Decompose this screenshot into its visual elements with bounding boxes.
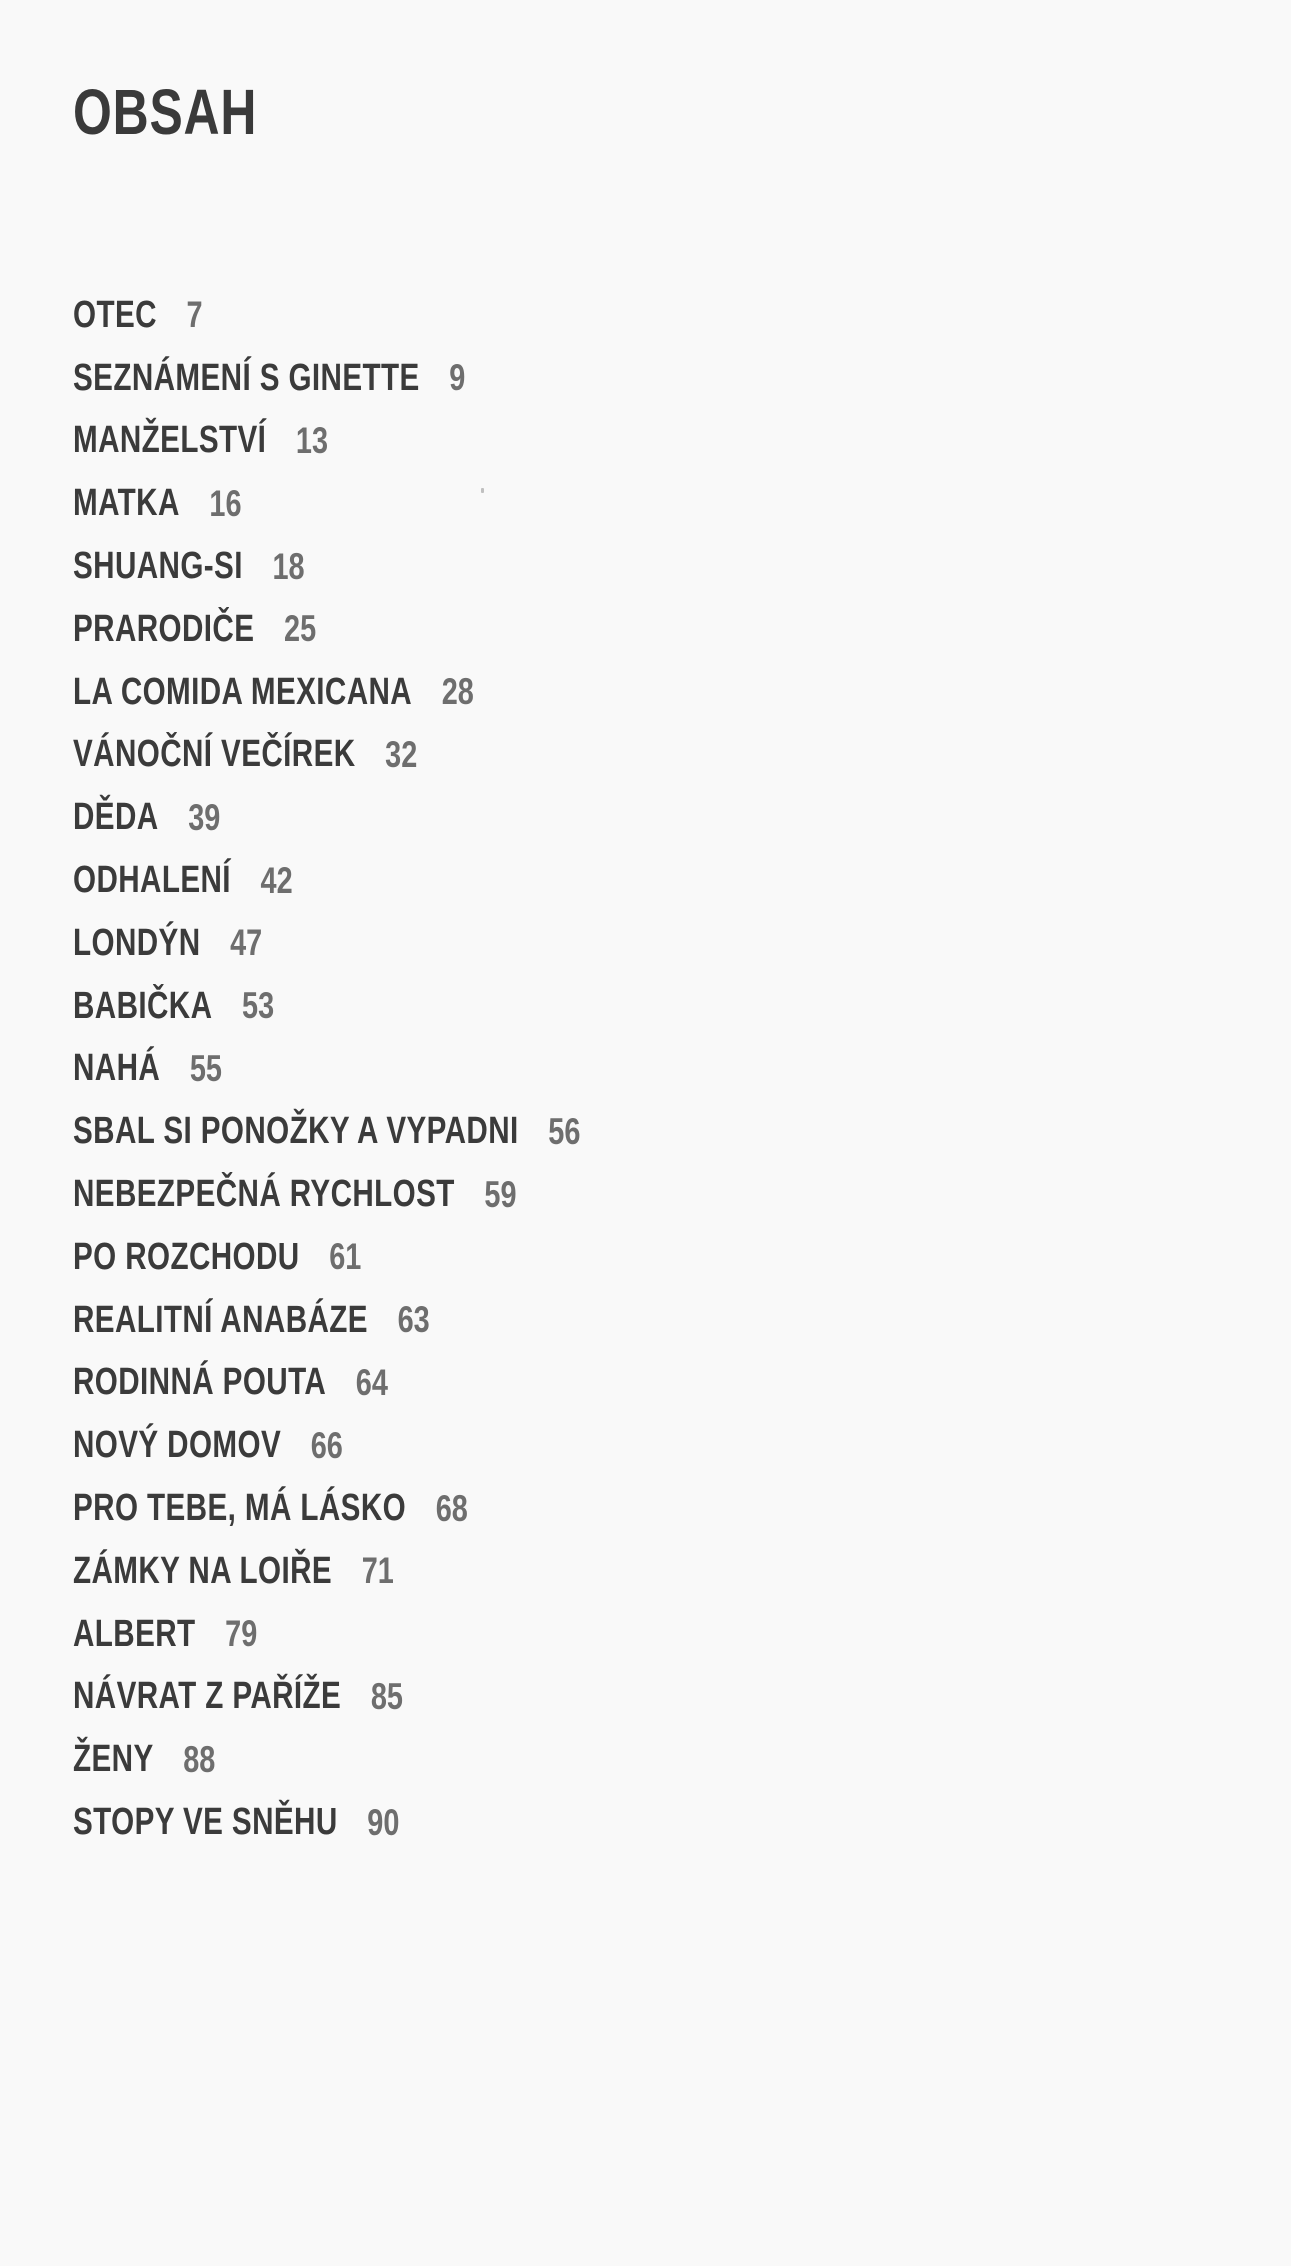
- toc-entry-page-number: 64: [355, 1361, 388, 1403]
- toc-entry-title: ALBERT: [73, 1612, 196, 1655]
- toc-entry: [73, 1791, 580, 1854]
- toc-entry-title: VÁNOČNÍ VEČÍREK: [73, 733, 356, 776]
- toc-entry-title: ODHALENÍ: [73, 859, 231, 902]
- print-speck: [481, 488, 484, 493]
- toc-entry: [73, 724, 580, 787]
- toc-entry-page-number: 25: [284, 608, 317, 650]
- toc-entry-page-number: 59: [484, 1173, 517, 1215]
- toc-entry-title: OTEC: [73, 293, 157, 336]
- toc-entry: [73, 410, 580, 473]
- toc-entry-page-number: 56: [548, 1110, 581, 1152]
- toc-entry-page-number: 68: [435, 1487, 468, 1529]
- toc-entry-title: SBAL SI PONOŽKY A VYPADNI: [73, 1110, 519, 1153]
- toc-entry-page-number: 61: [329, 1236, 362, 1278]
- toc-entry-title: MATKA: [73, 482, 180, 525]
- toc-entry-title: NOVÝ DOMOV: [73, 1424, 282, 1467]
- toc-entry-title: LA COMIDA MEXICANA: [73, 670, 413, 713]
- toc-entry-page-number: 42: [260, 859, 293, 901]
- toc-entry-page-number: 13: [295, 419, 329, 461]
- toc-entry-page-number: 32: [385, 733, 418, 775]
- toc-entry-title: PO ROZCHODU: [73, 1235, 300, 1278]
- toc-entry-title: NAHÁ: [73, 1047, 161, 1090]
- toc-entry-title: STOPY VE SNĚHU: [73, 1801, 338, 1844]
- toc-entry: [73, 1728, 580, 1791]
- toc-entry-title: ŽENY: [73, 1738, 154, 1781]
- page-title: OBSAH: [73, 76, 258, 148]
- toc-entry-page-number: 66: [310, 1424, 343, 1466]
- toc-entry: [73, 1163, 580, 1226]
- toc-entry-title: NEBEZPEČNÁ RYCHLOST: [73, 1173, 455, 1216]
- toc-entry: [73, 347, 580, 410]
- toc-entry-title: DĚDA: [73, 796, 159, 839]
- toc-entry-title: ZÁMKY NA LOIŘE: [73, 1549, 333, 1592]
- toc-entry: [73, 1477, 580, 1540]
- toc-entry: [73, 535, 580, 598]
- toc-entry-title: NÁVRAT Z PAŘÍŽE: [73, 1675, 342, 1718]
- toc-entry: [73, 1414, 580, 1477]
- toc-entry-title: BABIČKA: [73, 984, 213, 1027]
- toc-entry: [73, 472, 580, 535]
- toc-entry: [73, 912, 580, 975]
- toc-entry-title: PRARODIČE: [73, 607, 255, 650]
- toc-entry-page-number: 28: [441, 671, 474, 713]
- toc-entry-page-number: 88: [183, 1738, 216, 1780]
- toc-entry-page-number: 7: [186, 294, 203, 336]
- toc-entry: [73, 1352, 580, 1415]
- toc-entry: [73, 661, 580, 724]
- toc-entry-page-number: 85: [370, 1675, 403, 1717]
- toc-entry-page-number: 71: [361, 1550, 394, 1592]
- toc-entry: [73, 1038, 580, 1101]
- toc-entry-title: SEZNÁMENÍ S GINETTE: [73, 356, 420, 399]
- toc-entry-page-number: 79: [225, 1613, 258, 1655]
- toc-entry: [73, 284, 580, 347]
- toc-entry: [73, 1666, 580, 1729]
- table-of-contents: [73, 284, 724, 1854]
- toc-entry-title: LONDÝN: [73, 921, 201, 964]
- toc-entry-page-number: 53: [242, 985, 275, 1027]
- toc-entry-title: SHUANG-SI: [73, 545, 243, 588]
- toc-entry: [73, 1289, 580, 1352]
- toc-entry-page-number: 90: [367, 1801, 400, 1843]
- toc-entry: [73, 849, 580, 912]
- toc-entry-page-number: 55: [189, 1047, 222, 1089]
- toc-entry-title: MANŽELSTVÍ: [73, 419, 267, 462]
- toc-entry: [73, 786, 580, 849]
- toc-entry-page-number: 16: [209, 482, 242, 524]
- toc-entry: [73, 598, 580, 661]
- toc-entry-page-number: 63: [397, 1299, 430, 1341]
- toc-entry-page-number: 9: [449, 357, 466, 399]
- toc-entry-page-number: 39: [188, 796, 221, 838]
- toc-entry: [73, 1226, 580, 1289]
- toc-entry-page-number: 18: [272, 545, 305, 587]
- toc-entry: [73, 1540, 580, 1603]
- toc-entry: [73, 1100, 580, 1163]
- toc-entry: [73, 975, 580, 1038]
- toc-entry: [73, 1603, 580, 1666]
- toc-entry-title: PRO TEBE, MÁ LÁSKO: [73, 1487, 407, 1530]
- toc-entry-title: REALITNÍ ANABÁZE: [73, 1298, 368, 1341]
- toc-entry-page-number: 47: [230, 922, 263, 964]
- toc-entry-title: RODINNÁ POUTA: [73, 1361, 327, 1404]
